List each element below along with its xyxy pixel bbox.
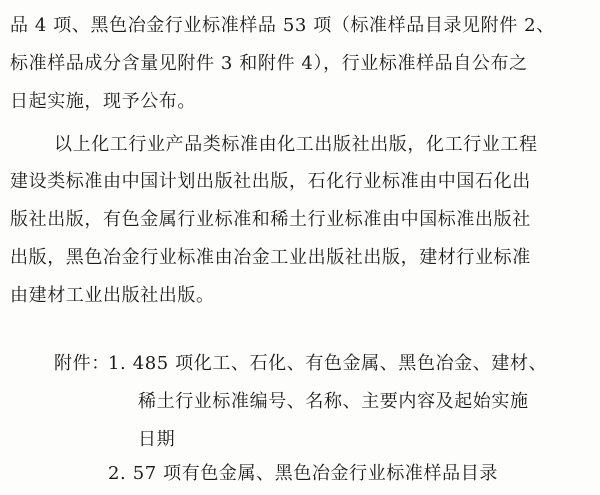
attachment-1-line-1: 1. 485 项化工、石化、有色金属、黑色冶金、建材、 <box>108 353 548 374</box>
attachment-2: 2. 57 项有色金属、黑色冶金行业标准样品目录 <box>108 463 498 484</box>
attachments-label: 附件： <box>54 353 110 374</box>
paragraph-2-line-4: 出版，黑色冶金行业标准由冶金工业出版社出版，建材行业标准 <box>10 247 531 268</box>
attachment-1-line-2: 稀土行业标准编号、名称、主要内容及起始实施 <box>138 391 529 412</box>
paragraph-2-line-3: 版社出版，有色金属行业标准和稀土行业标准由中国标准出版社 <box>10 209 531 230</box>
paragraph-2-line-2: 建设类标准由中国计划出版社出版，石化行业标准由中国石化出 <box>10 171 531 192</box>
attachment-1-line-3: 日期 <box>138 429 176 450</box>
paragraph-1-line-1: 品 4 项、黑色冶金行业标准样品 53 项（标准样品目录见附件 2、 <box>10 15 555 36</box>
paragraph-2-line-1: 以上化工行业产品类标准由化工出版社出版，化工行业工程 <box>54 134 538 155</box>
paragraph-2-line-5: 由建材工业出版社出版。 <box>10 285 215 306</box>
paragraph-1-line-2: 标准样品成分含量见附件 3 和附件 4），行业标准样品自公布之 <box>10 53 528 74</box>
paragraph-1-line-3: 日起实施，现予公布。 <box>10 91 196 112</box>
